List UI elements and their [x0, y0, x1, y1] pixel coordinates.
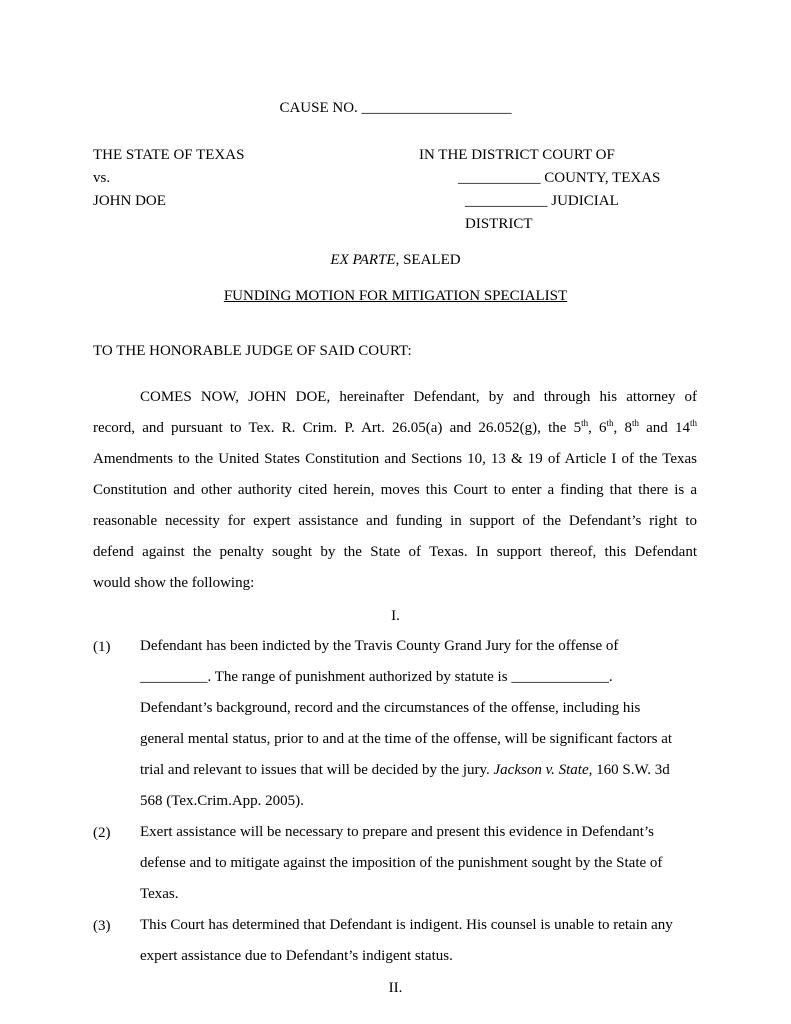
paragraph-line: reasonable necessity for expert assistance and funding in support of the Defendant’s right to [93, 513, 697, 529]
caption-judicial: ___________ JUDICIAL [465, 193, 619, 209]
caption-court: IN THE DISTRICT COURT OF [419, 147, 615, 163]
salutation: TO THE HONORABLE JUDGE OF SAID COURT: [93, 343, 412, 359]
item-number: (3) [93, 918, 111, 934]
paragraph-line: Constitution and other authority cited herein, moves this Court to enter a finding that there is a [93, 482, 697, 498]
caption-plaintiff: THE STATE OF TEXAS [93, 147, 245, 163]
paragraph-line: defend against the penalty sought by the State of Texas. In support thereof, this Defendant [93, 544, 697, 560]
item-text: This Court has determined that Defendant is indigent. His counsel is unable to retain any expert assistance due to Defendant’s indigent status. [140, 917, 673, 964]
caption-district: DISTRICT [465, 216, 533, 232]
intro-paragraph [93, 382, 697, 599]
cause-number: CAUSE NO. ____________________ [279, 100, 512, 116]
caption-versus: vs. [93, 170, 111, 186]
document-title: FUNDING MOTION FOR MITIGATION SPECIALIST [223, 288, 568, 304]
ex-parte-label: EX PARTE [330, 252, 396, 268]
paragraph-line: record, and pursuant to Tex. R. Crim. P. Art. 26.05(a) and 26.052(g), the 5th, 6th, 8th and 14th [93, 418, 697, 436]
item-number: (1) [93, 639, 111, 655]
item-text: Exert assistance will be necessary to prepare and present this evidence in Defendant’s defense and to mitigate against the imposition of the punishment sought by the State of Texas. [140, 824, 663, 902]
sealed-label: , SEALED [395, 252, 461, 268]
case-citation: Jackson v. State [493, 762, 589, 778]
section-heading-2: II. [388, 980, 403, 996]
caption-defendant: JOHN DOE [93, 193, 166, 209]
paragraph-line: Amendments to the United States Constitution and Sections 10, 13 & 19 of Article I of the Texas [93, 451, 697, 467]
document-subtitle [0, 251, 791, 269]
caption-county: ___________ COUNTY, TEXAS [458, 170, 661, 186]
item-text: Defendant has been indicted by the Travis County Grand Jury for the offense of _________. The range of punishment authorized by statute is _____________. Defendant’s background, record and the circumstances of the offense, including his general mental status, prior to and at the time of the offense, will be significant factors at trial and relevant to issues that will be decided by the jury. Jackson v. State, 160 S.W. 3d 568 (Tex.Crim.App. 2005). [140, 638, 673, 809]
paragraph-line: would show the following: [93, 575, 255, 591]
item-number: (2) [93, 825, 111, 841]
paragraph-line: COMES NOW, JOHN DOE, hereinafter Defendant, by and through his attorney of [140, 389, 697, 405]
section-heading-1: I. [391, 608, 400, 624]
